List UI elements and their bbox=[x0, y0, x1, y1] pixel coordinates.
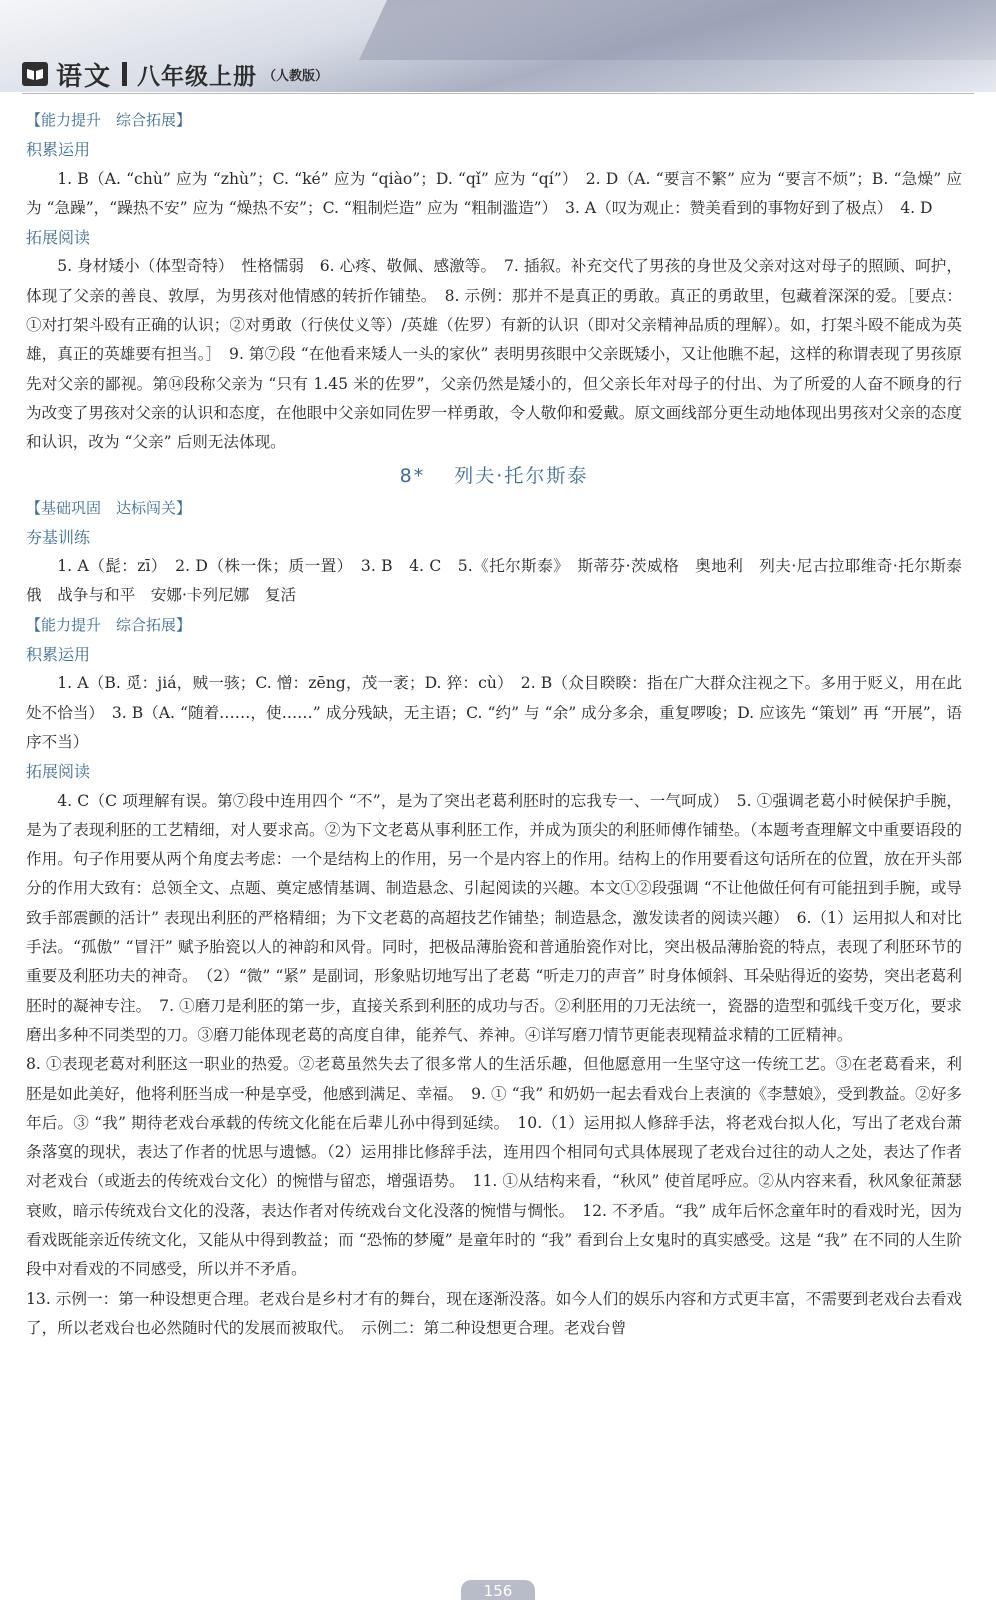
answer-content bbox=[26, 106, 978, 1343]
subsection-heading: 拓展阅读 bbox=[26, 762, 91, 782]
chapter-title: 8* 列夫·托尔斯泰 bbox=[399, 464, 589, 487]
grade-title: 八年级上册 bbox=[137, 63, 258, 90]
open-book-icon bbox=[22, 62, 48, 86]
banner-ribbon-decoration bbox=[359, 0, 996, 60]
subsection-heading: 拓展阅读 bbox=[26, 228, 91, 248]
section-heading: 【能力提升 综合拓展】 bbox=[26, 111, 192, 129]
answer-paragraph: 8. ①表现老葛对利胚这一职业的热爱。②老葛虽然失去了很多常人的生活乐趣，但他愿意用一生坚守这一传统工艺。③在老葛看来，利胚是如此美好，他将利胚当成一种是享受，他感到满足、幸福。 9. ① “我” 和奶奶一起去看戏台上表演的《李慧娘》，受到教益。②好多年后。③ “我” 期待老戏台承载的传统文化能在后辈儿孙中得到延续。 10.（1）运用拟人修辞手法，将老戏台拟人化，写出了老戏台萧条落寞的现状，表达了作者的忧思与遗憾。（2）运用排比修辞手法，连用四个相同句式具体展现了老戏台过往的动人之处，表达了作者对老戏台（或逝去的传统戏台文化）的惋惜与留恋，增强语势。 11. ①从结构来看，“秋风” 使首尾呼应。②从内容来看，秋风象征萧瑟衰败，暗示传统戏台文化的没落，表达作者对传统戏台文化没落的惋惜与惆怅。 12. 不矛盾。“我” 成年后怀念童年时的看戏时光，因为看戏既能亲近传统文化，又能从中得到教益；而 “恐怖的梦魇” 是童年时的 “我” 看到台上女鬼时的真实感受。这是 “我” 在不同的人生阶段中对看戏的不同感受，所以并不矛盾。 bbox=[26, 1055, 962, 1279]
page-number: 156 bbox=[461, 1580, 535, 1600]
subsection-heading: 积累运用 bbox=[26, 140, 91, 160]
subsection-heading: 积累运用 bbox=[26, 645, 91, 665]
answer-paragraph: 1. B（A. “chù” 应为 “zhù”；C. “ké” 应为 “qiào”；D. “qǐ” 应为 “qí”） 2. D（A. “要言不繁” 应为 “要言不烦”；B. “急燥” 应为 “急躁”，“躁热不安” 应为 “燥热不安”；C. “粗制烂造” 应为 “粗制滥造”） 3. A（叹为观止：赞美看到的事物好到了极点） 4. D bbox=[26, 169, 962, 217]
header-rule bbox=[22, 93, 974, 94]
header-divider bbox=[122, 62, 127, 86]
subsection-heading: 夯基训练 bbox=[26, 527, 91, 547]
section-heading: 【能力提升 综合拓展】 bbox=[26, 615, 192, 634]
subject-title: 语文 bbox=[56, 61, 113, 92]
answer-paragraph: 5. 身材矮小（体型奇特） 性格懦弱 6. 心疼、敬佩、感激等。 7. 插叙。补充交代了男孩的身世及父亲对这对母子的照顾、呵护，体现了父亲的善良、敦厚，为男孩对他情感的转折作铺垫。 8. 示例：那并不是真正的勇敢。真正的勇敢里，包藏着深深的爱。［要点：①对打架斗殴有正确的认识；②对勇敢（行侠仗义等）/英雄（佐罗）有新的认识（即对父亲精神品质的理解）。如，打架斗殴不能成为英雄，真正的英雄要有担当。］ 9. 第⑦段 “在他看来矮人一头的家伙” 表明男孩眼中父亲既矮小，又让他瞧不起，这样的称谓表现了男孩原先对父亲的鄙视。第⑭段称父亲为 “只有 1.45 米的佐罗”，父亲仍然是矮小的，但父亲长年对母子的付出、为了所爱的人奋不顾身的行为改变了男孩对父亲的认识和态度，在他眼中父亲如同佐罗一样勇敢，令人敬仰和爱戴。原文画线部分更生动地体现出男孩对父亲的态度和认识，改为 “父亲” 后则无法体现。 bbox=[26, 257, 962, 452]
answer-paragraph: 13. 示例一：第一种设想更合理。老戏台是乡村才有的舞台，现在逐渐没落。如今人们的娱乐内容和方式更丰富，不需要到老戏台去看戏了，所以老戏台也必然随时代的发展而被取代。 示例二：第二种设想更合理。老戏台曾 bbox=[26, 1289, 962, 1337]
page-header bbox=[22, 58, 328, 90]
section-heading: 【基础巩固 达标闯关】 bbox=[26, 498, 192, 517]
answer-paragraph: 4. C（C 项理解有误。第⑦段中连用四个 “不”，是为了突出老葛利胚时的忘我专一、一气呵成） 5. ①强调老葛小时候保护手腕，是为了表现利胚的工艺精细，对人要求高。②为下文老葛从事利胚工作，并成为顶尖的利胚师傅作铺垫。（本题考查理解文中重要语段的作用。句子作用要从两个角度去考虑：一个是结构上的作用，另一个是内容上的作用。结构上的作用要看这句话所在的位置，放在开头部分的作用大致有：总领全文、点题、奠定感情基调、制造悬念、引起阅读的兴趣。本文①②段强调 “不让他做任何有可能扭到手腕，或导致手部震颤的活计” 表现出利胚的严格精细；为下文老葛的高超技艺作铺垫；制造悬念，激发读者的阅读兴趣） 6.（1）运用拟人和对比手法。“孤傲” “冒汗” 赋予胎瓷以人的神韵和风骨。同时，把极品薄胎瓷和普通胎瓷作对比，突出极品薄胎瓷的特点，表现了利胚环节的重要及利胚功夫的神奇。 （2）“微” “紧” 是副词，形象贴切地写出了老葛 “听走刀的声音” 时身体倾斜、耳朵贴得近的姿势，突出老葛利胚时的凝神专注。 7. ①磨刀是利胚的第一步，直接关系到利胚的成功与否。②利胚用的刀无法统一，瓷器的造型和弧线千变万化，要求磨出多种不同类型的刀。③磨刀能体现老葛的高度自律，能养气、养神。④详写磨刀情节更能表现精益求精的工匠精神。 bbox=[26, 791, 962, 1044]
answer-paragraph: 1. A（髭：zī） 2. D（株一侏；质一置） 3. B 4. C 5.《托尔斯泰》 斯蒂芬·茨威格 奥地利 列夫·尼古拉耶维奇·托尔斯泰 俄 战争与和平 安娜·卡列尼娜 复活 bbox=[26, 557, 978, 605]
answer-paragraph: 1. A（B. 觅：jiá，贼一骇；C. 憎：zēng，茂一袤；D. 猝：cù） 2. B（众目睽睽：指在广大群众注视之下。多用于贬义，用在此处不恰当） 3. B（A. “随着……，使……” 成分残缺，无主语；C. “约” 与 “余” 成分多余，重复啰唆；D. 应该先 “策划” 再 “开展”，语序不当） bbox=[26, 674, 962, 751]
edition-label: （人教版） bbox=[263, 68, 329, 84]
